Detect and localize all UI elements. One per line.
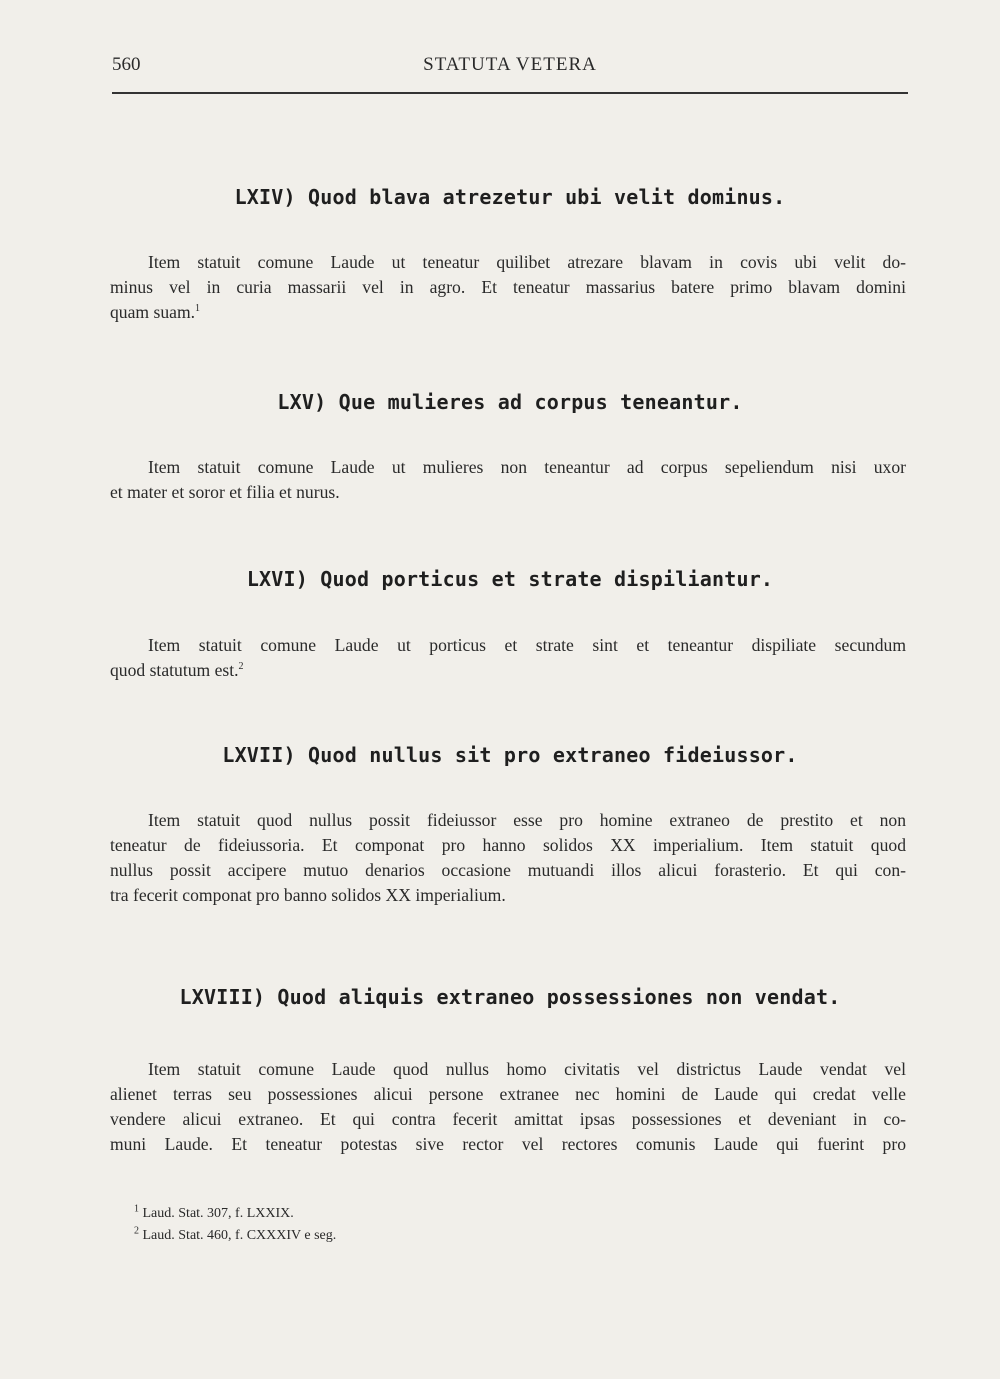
- text-line-content: quam suam.: [110, 302, 196, 322]
- section-text: [110, 1057, 906, 1157]
- page-header: [112, 50, 908, 90]
- text-line: Item statuit comune Laude quod nullus homo civitatis vel districtus Laude vendat vel: [148, 1059, 906, 1079]
- section-text: [110, 250, 906, 325]
- text-line: minus vel in curia massarii vel in agro. Et teneatur massarius batere primo blavam domini: [110, 277, 906, 297]
- footnote-ref: 2: [238, 661, 244, 673]
- text-line: Item statuit quod nullus possit fideiussor esse pro homine extraneo de prestito et non: [148, 810, 906, 830]
- footnote: [134, 1225, 336, 1247]
- footnote-text: Laud. Stat. 460, f. CXXXIV e seg.: [142, 1228, 337, 1243]
- page-number: 560: [112, 54, 141, 75]
- text-line: [110, 658, 906, 683]
- footnote-mark: 2: [134, 1225, 139, 1237]
- text-line: teneatur de fideiussoria. Et componat pro hanno solidos XX imperialium. Item statuit quod: [110, 835, 906, 855]
- text-line: tra fecerit componat pro banno solidos XX imperialium.: [110, 885, 506, 905]
- header-rule: [112, 92, 908, 94]
- text-line: muni Laude. Et teneatur potestas sive rector vel rectores comunis Laude qui fuerint pro: [110, 1134, 906, 1154]
- footnotes: [134, 1203, 336, 1247]
- section-text: [110, 455, 906, 505]
- text-line: vendere alicui extraneo. Et qui contra fecerit amittat ipsas possessiones et deveniant in co-: [110, 1109, 906, 1129]
- text-line: et mater et soror et filia et nurus.: [110, 482, 340, 502]
- section-text: [110, 633, 906, 683]
- text-line-content: quod statutum est.: [110, 660, 239, 680]
- text-line: [110, 300, 906, 325]
- footnote-mark: 1: [134, 1203, 139, 1215]
- section-heading: LXIV) Quod blava atrezetur ubi velit dominus.: [234, 185, 786, 209]
- section-text: [110, 808, 906, 908]
- text-line: nullus possit accipere mutuo denarios occasione mutuandi illos alicui forasterio. Et qui con-: [110, 860, 906, 880]
- footnote: [134, 1203, 336, 1225]
- section-heading: LXVII) Quod nullus sit pro extraneo fideiussor.: [222, 743, 798, 767]
- section-heading: LXV) Que mulieres ad corpus teneantur.: [277, 390, 743, 414]
- text-line: Item statuit comune Laude ut mulieres non teneantur ad corpus sepeliendum nisi uxor: [148, 457, 906, 477]
- section-heading: LXVIII) Quod aliquis extraneo possessiones non vendat.: [179, 985, 841, 1009]
- footnote-ref: 1: [195, 303, 201, 315]
- running-title: STATUTA VETERA: [423, 54, 597, 75]
- text-line: Item statuit comune Laude ut porticus et strate sint et teneantur dispiliate secundum: [148, 635, 906, 655]
- footnote-text: Laud. Stat. 307, f. LXXIX.: [142, 1206, 294, 1221]
- text-line: alienet terras seu possessiones alicui persone extranee nec homini de Laude qui credat velle: [110, 1084, 906, 1104]
- section-heading: LXVI) Quod porticus et strate dispiliantur.: [246, 567, 774, 591]
- text-line: Item statuit comune Laude ut teneatur quilibet atrezare blavam in covis ubi velit do-: [148, 252, 906, 272]
